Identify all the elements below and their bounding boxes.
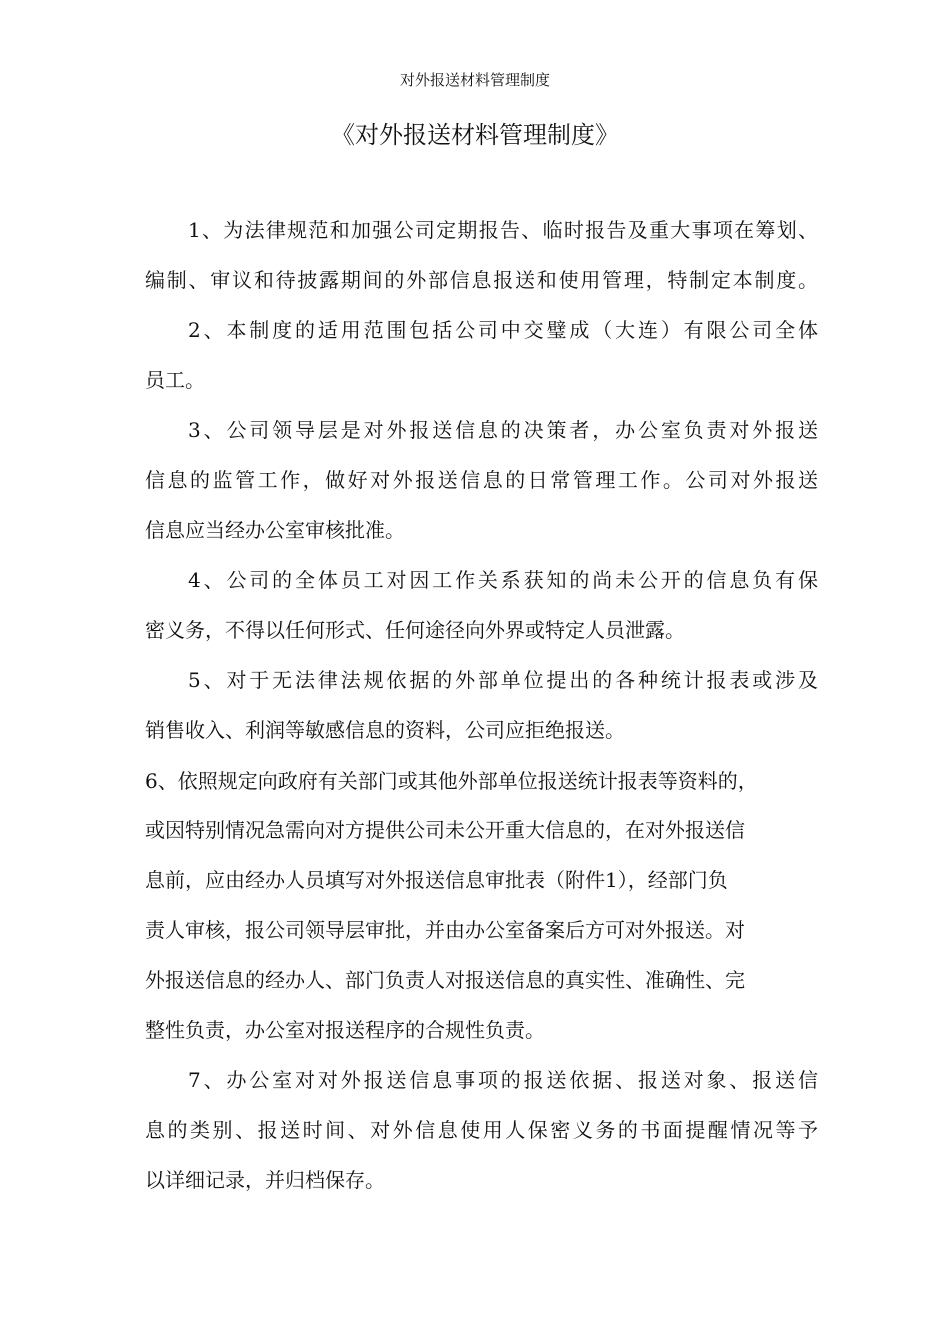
paragraph-2-line-1: 2、本制度的适用范围包括公司中交璧成（大连）有限公司全体 bbox=[188, 318, 818, 342]
paragraph-7-line-1: 7、办公室对对外报送信息事项的报送依据、报送对象、报送信 bbox=[188, 1068, 818, 1092]
paragraph-1-line-2: 编制、审议和待披露期间的外部信息报送和使用管理，特制定本制度。 bbox=[145, 268, 818, 292]
running-header: 对外报送材料管理制度 bbox=[399, 71, 550, 89]
document-title: 《对外报送材料管理制度》 bbox=[331, 121, 619, 149]
paragraph-7-line-3: 以详细记录，并归档保存。 bbox=[145, 1168, 385, 1192]
paragraph-3-line-1: 3、公司领导层是对外报送信息的决策者，办公室负责对外报送 bbox=[188, 418, 818, 442]
paragraph-3-line-2: 信息的监管工作，做好对外报送信息的日常管理工作。公司对外报送 bbox=[145, 468, 818, 492]
paragraph-6-line-2: 或因特别情况急需向对方提供公司未公开重大信息的，在对外报送信 bbox=[145, 818, 745, 842]
paragraph-6-line-4: 责人审核，报公司领导层审批，并由办公室备案后方可对外报送。对 bbox=[145, 918, 745, 942]
paragraph-4-line-2: 密义务，不得以任何形式、任何途径向外界或特定人员泄露。 bbox=[145, 618, 685, 642]
paragraph-2-line-2: 员工。 bbox=[145, 368, 205, 392]
paragraph-6-line-3: 息前，应由经办人员填写对外报送信息审批表（附件1），经部门负 bbox=[145, 868, 728, 892]
paragraph-6-line-6: 整性负责，办公室对报送程序的合规性负责。 bbox=[145, 1018, 545, 1042]
paragraph-6-line-5: 外报送信息的经办人、部门负责人对报送信息的真实性、准确性、完 bbox=[145, 968, 745, 992]
paragraph-6-line-1: 6、依照规定向政府有关部门或其他外部单位报送统计报表等资料的， bbox=[145, 769, 758, 793]
paragraph-5-line-2: 销售收入、利润等敏感信息的资料，公司应拒绝报送。 bbox=[145, 718, 625, 742]
paragraph-7-line-2: 息的类别、报送时间、对外信息使用人保密义务的书面提醒情况等予 bbox=[145, 1118, 818, 1142]
paragraph-4-line-1: 4、公司的全体员工对因工作关系获知的尚未公开的信息负有保 bbox=[188, 568, 818, 592]
paragraph-3-line-3: 信息应当经办公室审核批准。 bbox=[145, 518, 405, 542]
paragraph-5-line-1: 5、对于无法律法规依据的外部单位提出的各种统计报表或涉及 bbox=[188, 668, 818, 692]
paragraph-1-line-1: 1、为法律规范和加强公司定期报告、临时报告及重大事项在筹划、 bbox=[188, 218, 818, 242]
